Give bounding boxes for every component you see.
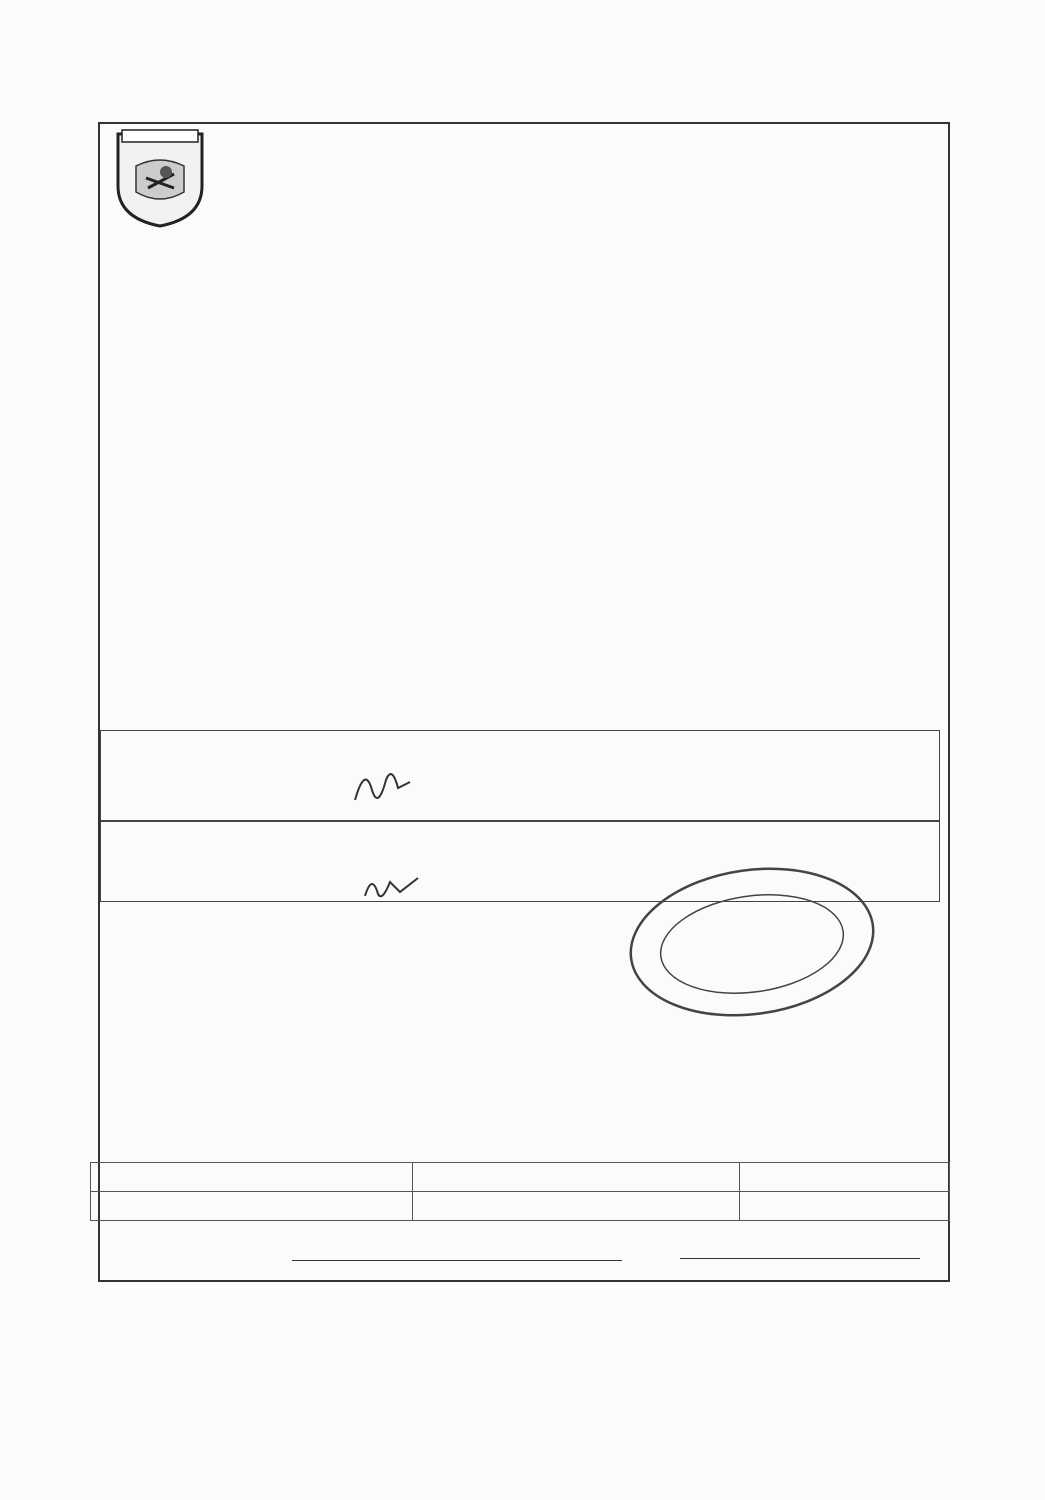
closing-date-cell [91, 1163, 413, 1192]
principal-signature-icon [360, 868, 430, 904]
fees-balance-cell [91, 1192, 413, 1221]
class-teacher-signature-icon [350, 760, 420, 810]
school-stamp-icon [622, 862, 882, 1022]
total-fees-cell [740, 1192, 950, 1221]
school-crest-icon [108, 126, 212, 230]
opening-date-cell [412, 1163, 740, 1192]
total-fees-label [740, 1163, 950, 1192]
fees-table [90, 1162, 950, 1221]
class-teacher-remark-box [100, 730, 940, 822]
next-fees-cell [412, 1192, 740, 1221]
date-line[interactable] [680, 1258, 920, 1259]
parent-sign-line[interactable] [292, 1260, 622, 1261]
